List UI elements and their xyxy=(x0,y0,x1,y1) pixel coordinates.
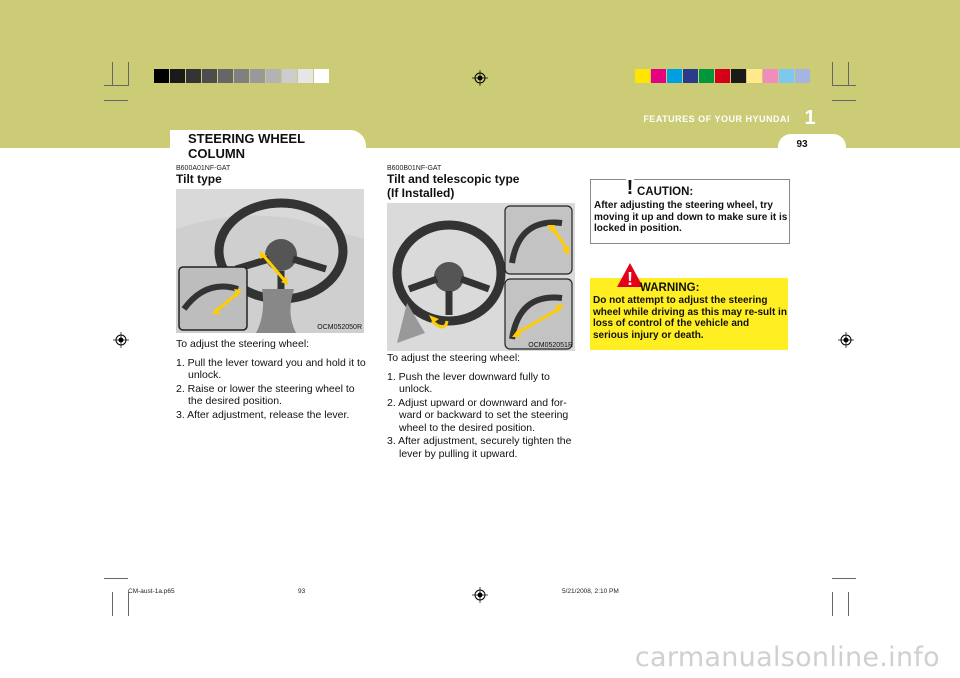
color-bar-grayscale xyxy=(154,69,330,83)
crop-mark xyxy=(848,62,849,86)
list-item: 3. After adjustment, securely tighten the lever by pulling it upward. xyxy=(387,435,572,460)
registration-target-icon xyxy=(472,587,488,603)
svg-text:!: ! xyxy=(626,177,634,198)
color-swatch xyxy=(250,69,265,83)
color-swatch xyxy=(635,69,650,83)
list-item: 2. Adjust upward or downward and for-ward or backward to set the steering wheel to the desired position. xyxy=(387,396,569,434)
svg-text:!: ! xyxy=(627,269,633,288)
list-item: 3. After adjustment, release the lever. xyxy=(176,408,350,421)
color-swatch xyxy=(795,69,810,83)
caution-title: CAUTION: xyxy=(637,186,694,198)
crop-mark xyxy=(104,85,128,86)
crop-mark xyxy=(832,85,856,86)
registration-target-icon xyxy=(838,332,854,348)
crop-mark xyxy=(832,578,856,579)
intro-text: To adjust the steering wheel: xyxy=(387,352,521,364)
left-body xyxy=(176,338,366,422)
color-swatch xyxy=(763,69,778,83)
middle-column xyxy=(387,165,577,200)
caution-box xyxy=(590,179,790,244)
color-swatch xyxy=(218,69,233,83)
warning-title: WARNING: xyxy=(640,282,700,294)
color-swatch xyxy=(314,69,329,83)
footer-page: 93 xyxy=(298,588,306,595)
color-swatch xyxy=(651,69,666,83)
watermark: carmanualsonline.info xyxy=(634,642,940,673)
crop-mark xyxy=(832,592,833,616)
color-swatch xyxy=(234,69,249,83)
color-swatch xyxy=(747,69,762,83)
subtitle-note: (If Installed) xyxy=(387,186,455,200)
color-swatch xyxy=(667,69,682,83)
crop-mark xyxy=(104,578,128,579)
color-swatch xyxy=(699,69,714,83)
section-code: B600B01NF-GAT xyxy=(387,165,442,172)
section-code: B600A01NF-GAT xyxy=(176,165,231,172)
chapter-number: 1 xyxy=(804,107,816,129)
warning-box xyxy=(590,269,788,350)
image-caption: OCM052051R xyxy=(528,342,573,349)
registration-target-icon xyxy=(472,70,488,86)
color-swatch xyxy=(731,69,746,83)
color-swatch xyxy=(266,69,281,83)
footer-file: CM-aust-1a.p65 xyxy=(128,588,175,595)
tilt-telescopic-steering-photo xyxy=(387,203,575,351)
crop-mark xyxy=(832,62,833,86)
steering-wheel-illustration xyxy=(387,203,575,351)
color-swatch xyxy=(779,69,794,83)
color-bar-process xyxy=(635,69,811,83)
section-label: FEATURES OF YOUR HYUNDAI xyxy=(643,114,790,124)
crop-mark xyxy=(848,592,849,616)
list-item: 2. Raise or lower the steering wheel to the desired position. xyxy=(176,382,355,407)
color-swatch xyxy=(683,69,698,83)
color-swatch xyxy=(154,69,169,83)
steps-list xyxy=(387,371,576,461)
tilt-steering-photo xyxy=(176,189,364,333)
footer-date: 5/21/2008, 2:10 PM xyxy=(562,588,619,595)
color-swatch xyxy=(170,69,185,83)
steering-wheel-illustration xyxy=(176,189,364,333)
page-title: STEERING WHEEL COLUMN xyxy=(188,131,305,161)
subtitle: Tilt type xyxy=(176,172,222,186)
color-swatch xyxy=(202,69,217,83)
crop-mark xyxy=(128,592,129,616)
crop-mark xyxy=(112,62,113,86)
list-item: 1. Pull the lever toward you and hold it to unlock. xyxy=(176,356,366,381)
color-swatch xyxy=(186,69,201,83)
middle-body xyxy=(387,352,576,461)
crop-mark xyxy=(104,100,128,101)
warning-text: Do not attempt to adjust the steering wheel while driving as this may re-sult in loss of control of the vehicle and serious injury or death. xyxy=(593,295,787,341)
crop-mark xyxy=(112,592,113,616)
intro-text: To adjust the steering wheel: xyxy=(176,338,310,350)
page-number: 93 xyxy=(796,139,808,150)
caution-text: After adjusting the steering wheel, try moving it up and down to make sure it is locked in position. xyxy=(594,200,788,234)
subtitle: Tilt and telescopic type xyxy=(387,172,520,186)
color-swatch xyxy=(298,69,313,83)
color-swatch xyxy=(715,69,730,83)
image-caption: OCM052050R xyxy=(317,324,362,331)
registration-target-icon xyxy=(113,332,129,348)
crop-mark xyxy=(832,100,856,101)
left-column xyxy=(176,165,366,186)
color-swatch xyxy=(282,69,297,83)
list-item: 1. Push the lever downward fully to unlock. xyxy=(387,370,550,395)
crop-mark xyxy=(128,62,129,86)
steps-list xyxy=(176,357,366,422)
